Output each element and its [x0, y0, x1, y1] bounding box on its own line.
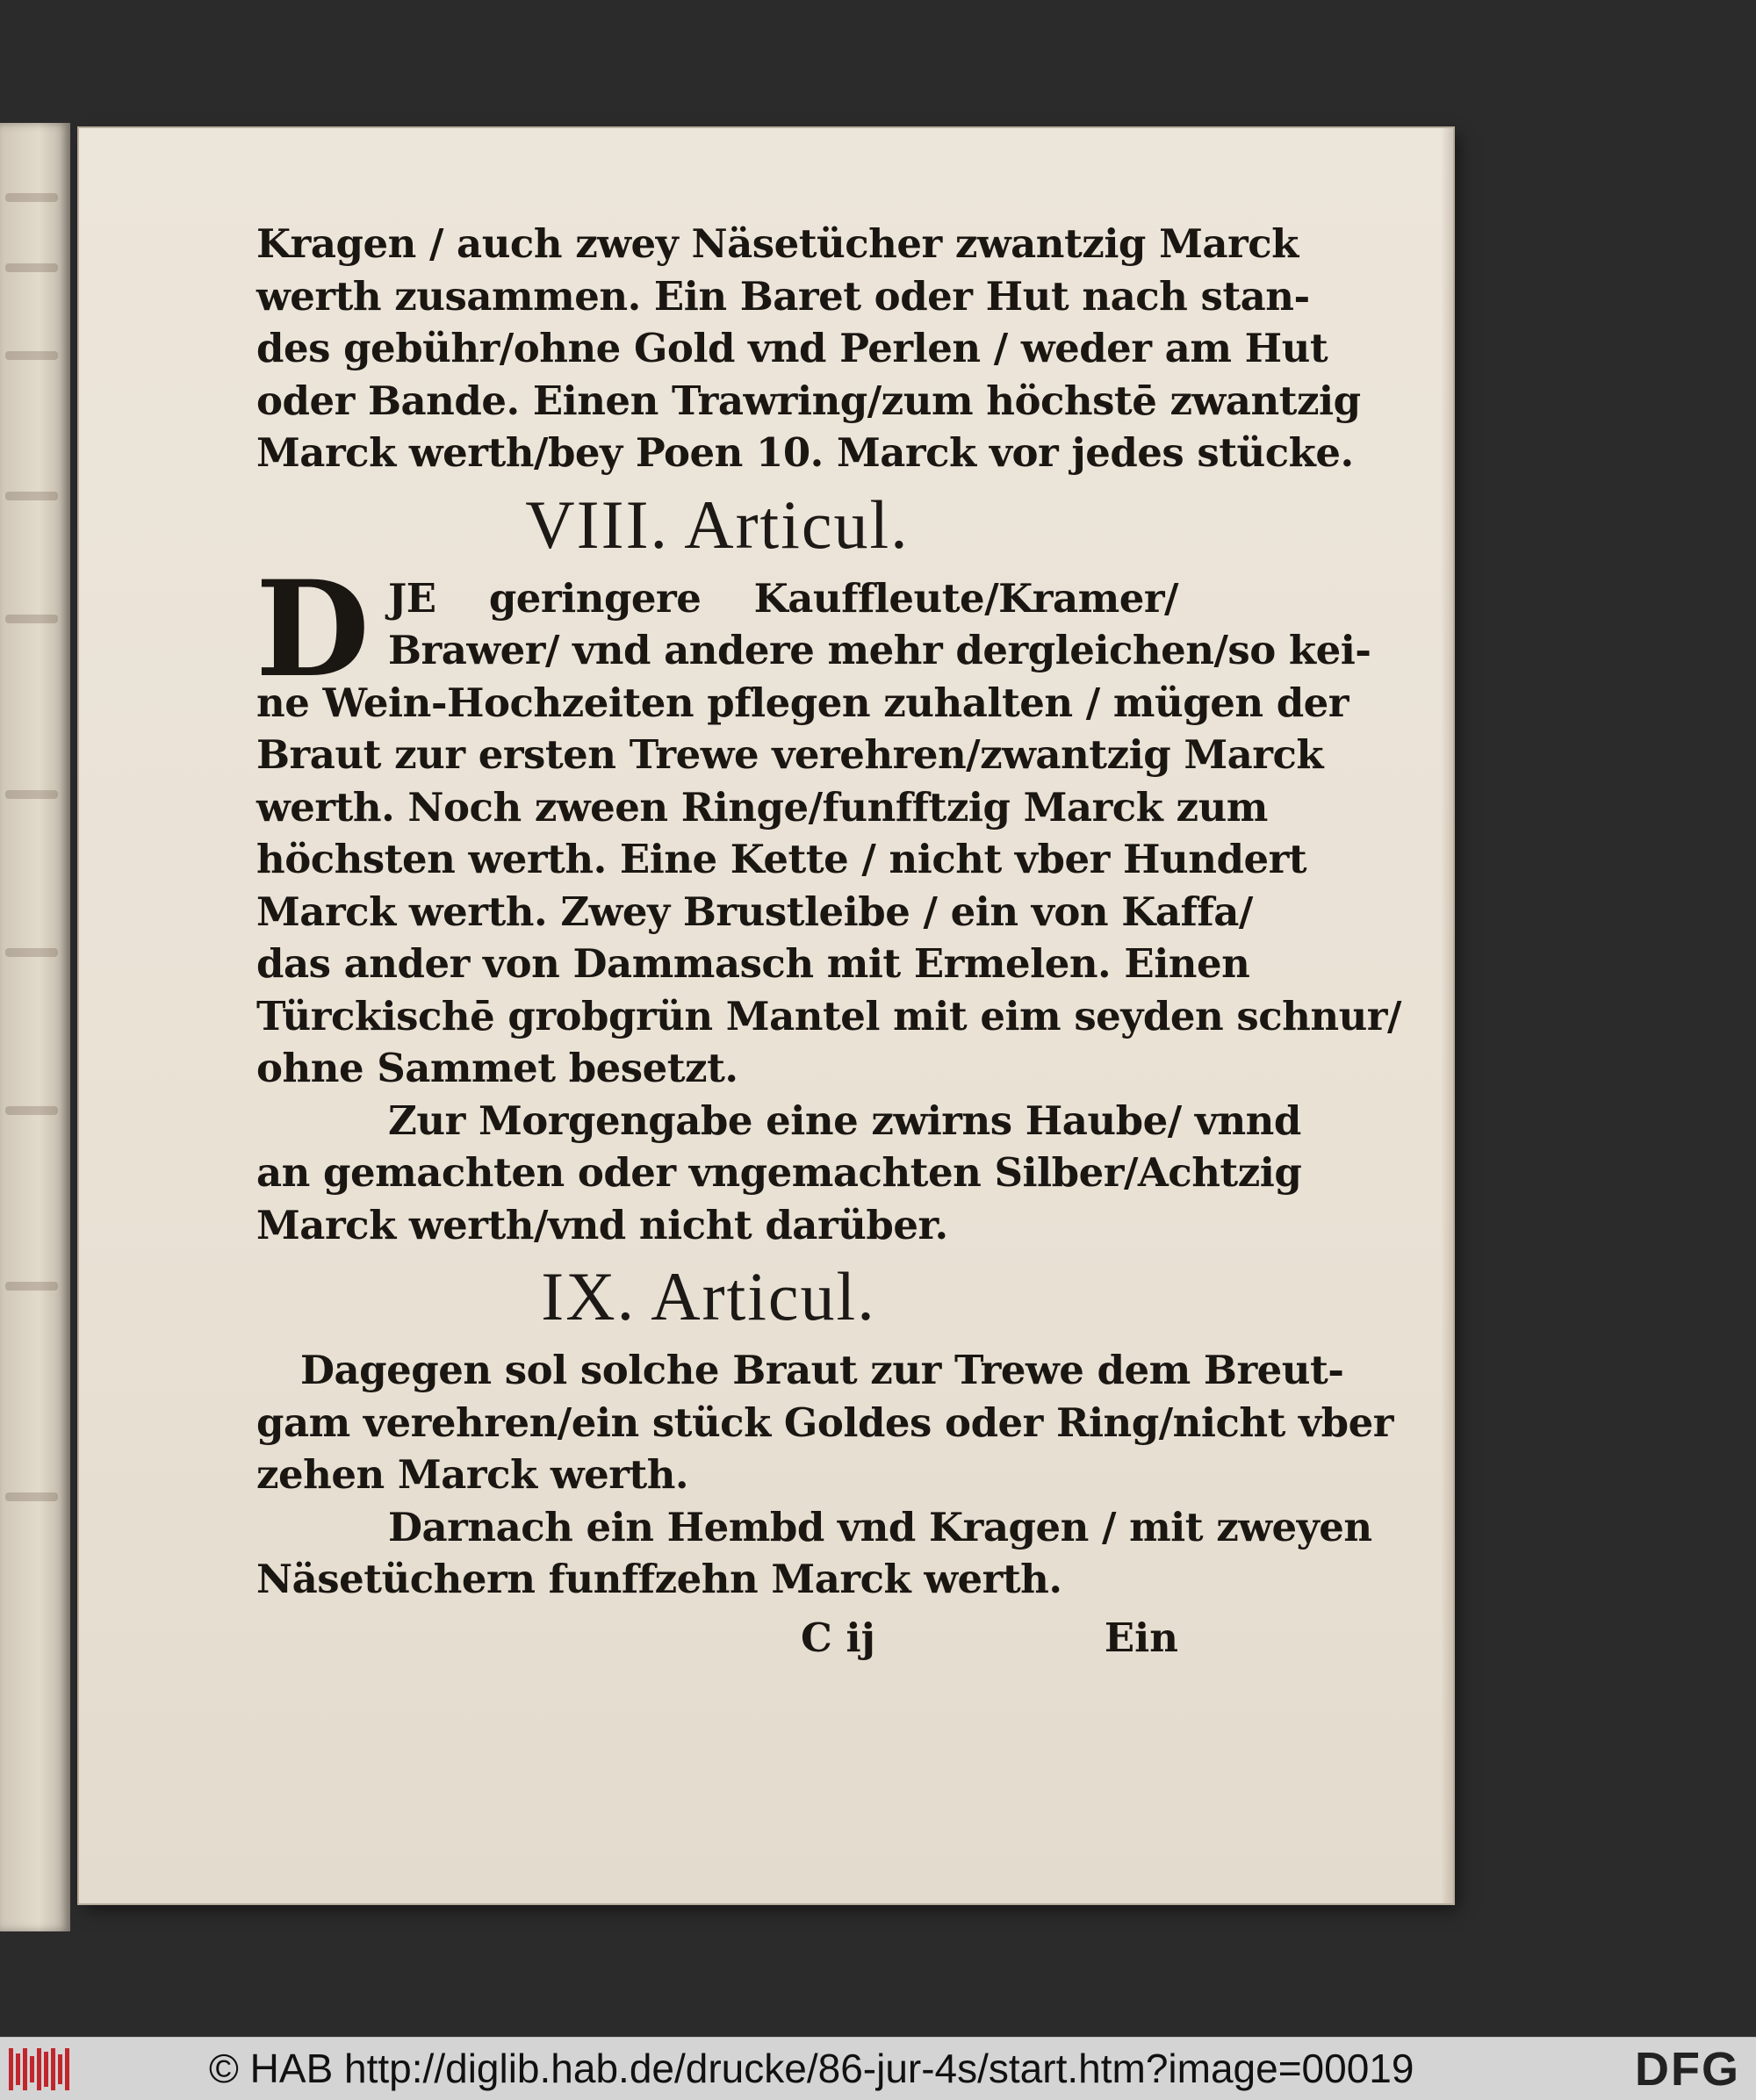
drop-cap: D [255, 551, 371, 707]
page-text [255, 218, 1401, 1667]
text-line: höchsten werth. Eine Kette / nicht vber Hundert [256, 836, 1307, 882]
text-line: ne Wein-Hochzeiten pflegen zuhalten / mügen der [256, 679, 1349, 726]
barcode-icon [9, 2048, 76, 2090]
article-heading-viii: VIII. Articul. [525, 485, 910, 563]
article-viii-body [255, 551, 1401, 1095]
text-line: das ander von Dammasch mit Ermelen. Einen [256, 940, 1250, 987]
text-line: ohne Sammet besetzt. [256, 1045, 738, 1091]
text-line: Dagegen sol solche Braut zur Trewe dem Breut- [300, 1347, 1344, 1393]
article-heading-ix: IX. Articul. [541, 1258, 876, 1334]
text-line: Marck werth/bey Poen 10. Marck vor jedes stücke. [256, 429, 1354, 476]
facing-page-edge [0, 123, 70, 1931]
text-line: des gebühr/ohne Gold vnd Perlen / weder am Hut [256, 325, 1328, 371]
text-line: Zur Morgengabe eine zwirns Haube/ vnnd [388, 1097, 1301, 1144]
page-footer-marks [256, 1606, 1178, 1667]
dfg-logo: DFG [1635, 2043, 1740, 2096]
copyright-link[interactable]: © HAB http://diglib.hab.de/drucke/86-jur-4s/start.htm?image=00019 [209, 2046, 1414, 2091]
text-line: Näsetüchern funffzehn Marck werth. [256, 1556, 1062, 1602]
signature-mark: C ij [801, 1614, 875, 1661]
text-line: Türckischē grobgrün Mantel mit eim seyden schnur/ [256, 992, 1401, 1039]
catchword: Ein [1104, 1614, 1178, 1661]
text-line: gam verehren/ein stück Goldes oder Ring/nicht vber [256, 1399, 1393, 1446]
text-line: Marck werth/vnd nicht darüber. [256, 1201, 948, 1248]
text-line: Darnach ein Hembd vnd Kragen / mit zweyen [388, 1503, 1372, 1550]
text-line: Braut zur ersten Trewe verehren/zwantzig Marck [256, 731, 1324, 778]
text-line: zehen Marck werth. [256, 1451, 689, 1498]
book-page [79, 128, 1453, 1903]
text-line: Marck werth. Zwey Brustleibe / ein von Kaffa/ [256, 888, 1253, 935]
text-line: oder Bande. Einen Trawring/zum höchstē zwantzig [256, 377, 1361, 424]
viewer-footer [0, 2037, 1756, 2100]
text-line: Brawer/ vnd andere mehr dergleichen/so kei- [388, 627, 1371, 673]
text-line: an gemachten oder vngemachten Silber/Achtzig [256, 1149, 1302, 1196]
text-line: JE geringere Kauffleute/Kramer/ [388, 574, 1178, 622]
text-line: werth zusammen. Ein Baret oder Hut nach stan- [256, 272, 1310, 320]
text-line: werth. Noch zween Ringe/funfftzig Marck zum [256, 783, 1268, 831]
text-line: Kragen / auch zwey Näsetücher zwantzig Marck [256, 220, 1299, 267]
